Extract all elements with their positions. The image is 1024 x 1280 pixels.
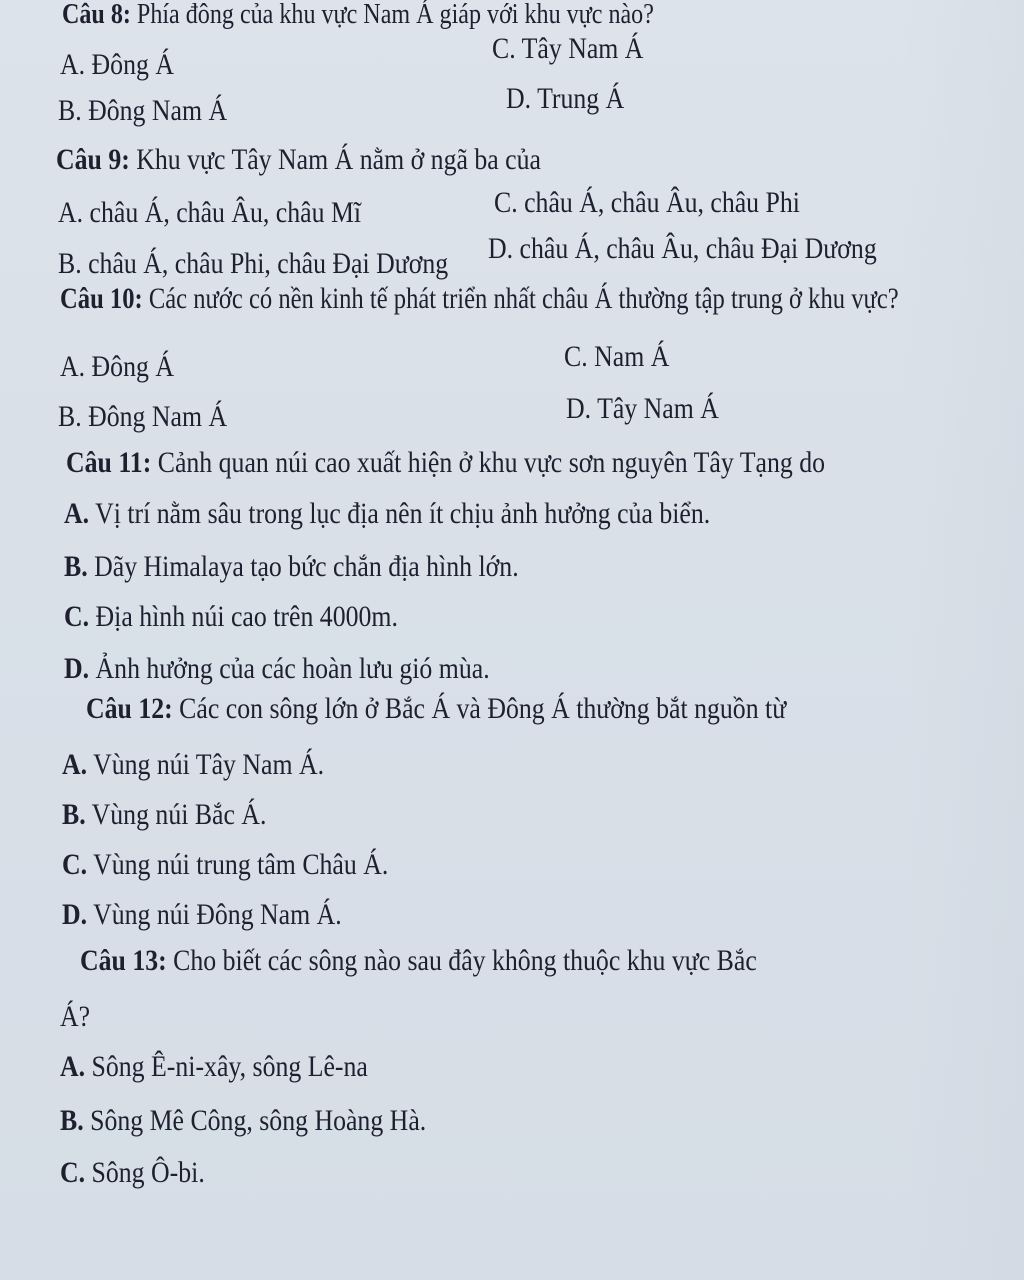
- question-12: [86, 692, 786, 726]
- question-text: Cho biết các sông nào sau đây không thuộc khu vực Bắc: [166, 944, 757, 977]
- question-number: Câu 11:: [66, 446, 152, 479]
- question-number: Câu 8:: [62, 0, 131, 30]
- option-a: A. Đông Á: [60, 48, 174, 81]
- paper-shadow: [904, 0, 1024, 1280]
- question-text: Các con sông lớn ở Bắc Á và Đông Á thường bắt nguồn từ: [172, 692, 787, 725]
- option-d: D. Tây Nam Á: [566, 392, 719, 425]
- option-a: [60, 1050, 368, 1084]
- option-label: B.: [64, 550, 88, 583]
- option-text: Vùng núi Tây Nam Á.: [87, 748, 325, 781]
- option-a: [62, 748, 324, 782]
- option-a: A. Đông Á: [60, 350, 174, 383]
- question-11: [66, 446, 825, 480]
- option-label: C.: [60, 1156, 86, 1189]
- option-text: Vùng núi Bắc Á.: [85, 798, 267, 831]
- question-10: [60, 282, 899, 316]
- option-label: A.: [62, 748, 88, 781]
- question-9: [56, 143, 541, 177]
- option-b: B. châu Á, châu Phi, châu Đại Dương: [58, 247, 449, 280]
- option-label: B.: [62, 798, 86, 831]
- option-text: Sông Mê Công, sông Hoàng Hà.: [83, 1104, 427, 1137]
- option-c: C. Tây Nam Á: [492, 32, 644, 65]
- option-text: Sông Ô-bi.: [85, 1156, 205, 1189]
- option-label: C.: [64, 600, 90, 633]
- question-text: Các nước có nền kinh tế phát triển nhất châu Á thường tập trung ở khu vực?: [142, 282, 899, 315]
- option-label: A.: [64, 497, 90, 530]
- question-number: Câu 13:: [80, 944, 167, 977]
- option-b: [62, 798, 266, 832]
- option-c: [60, 1156, 205, 1190]
- question-13-continuation: Á?: [60, 1000, 91, 1033]
- question-13: [80, 944, 757, 978]
- option-d: D. châu Á, châu Âu, châu Đại Dương: [488, 232, 877, 265]
- option-a: [64, 497, 710, 531]
- option-label: C.: [62, 848, 88, 881]
- option-b: B. Đông Nam Á: [58, 400, 228, 433]
- option-text: Vị trí nằm sâu trong lục địa nên ít chịu ảnh hưởng của biển.: [89, 497, 711, 530]
- option-d: D. Trung Á: [506, 82, 625, 115]
- question-text: Phía đông của khu vực Nam Á giáp với khu vực nào?: [130, 0, 654, 30]
- option-b: [64, 550, 519, 584]
- option-c: [62, 848, 388, 882]
- question-number: Câu 10:: [60, 282, 143, 315]
- option-label: D.: [64, 652, 90, 685]
- option-d: [64, 652, 490, 686]
- question-8: [62, 0, 654, 32]
- option-label: A.: [60, 1050, 86, 1083]
- question-text: Cảnh quan núi cao xuất hiện ở khu vực sơn nguyên Tây Tạng do: [151, 446, 826, 479]
- option-text: Dãy Himalaya tạo bức chắn địa hình lớn.: [87, 550, 519, 583]
- question-number: Câu 12:: [86, 692, 173, 725]
- option-c: [64, 600, 398, 634]
- option-a: A. châu Á, châu Âu, châu Mĩ: [58, 196, 362, 229]
- option-text: Vùng núi Đông Nam Á.: [87, 898, 342, 931]
- option-text: Sông Ê-ni-xây, sông Lê-na: [85, 1050, 368, 1083]
- question-text: Khu vực Tây Nam Á nằm ở ngã ba của: [129, 143, 541, 176]
- option-label: D.: [62, 898, 88, 931]
- option-c: C. châu Á, châu Âu, châu Phi: [494, 186, 800, 219]
- option-text: Địa hình núi cao trên 4000m.: [89, 600, 398, 633]
- option-d: [62, 898, 342, 932]
- option-b: B. Đông Nam Á: [58, 94, 228, 127]
- option-label: B.: [60, 1104, 84, 1137]
- option-c: C. Nam Á: [564, 340, 670, 373]
- option-text: Ảnh hưởng của các hoàn lưu gió mùa.: [89, 652, 490, 685]
- question-number: Câu 9:: [56, 143, 130, 176]
- option-b: [60, 1104, 426, 1138]
- option-text: Vùng núi trung tâm Châu Á.: [87, 848, 389, 881]
